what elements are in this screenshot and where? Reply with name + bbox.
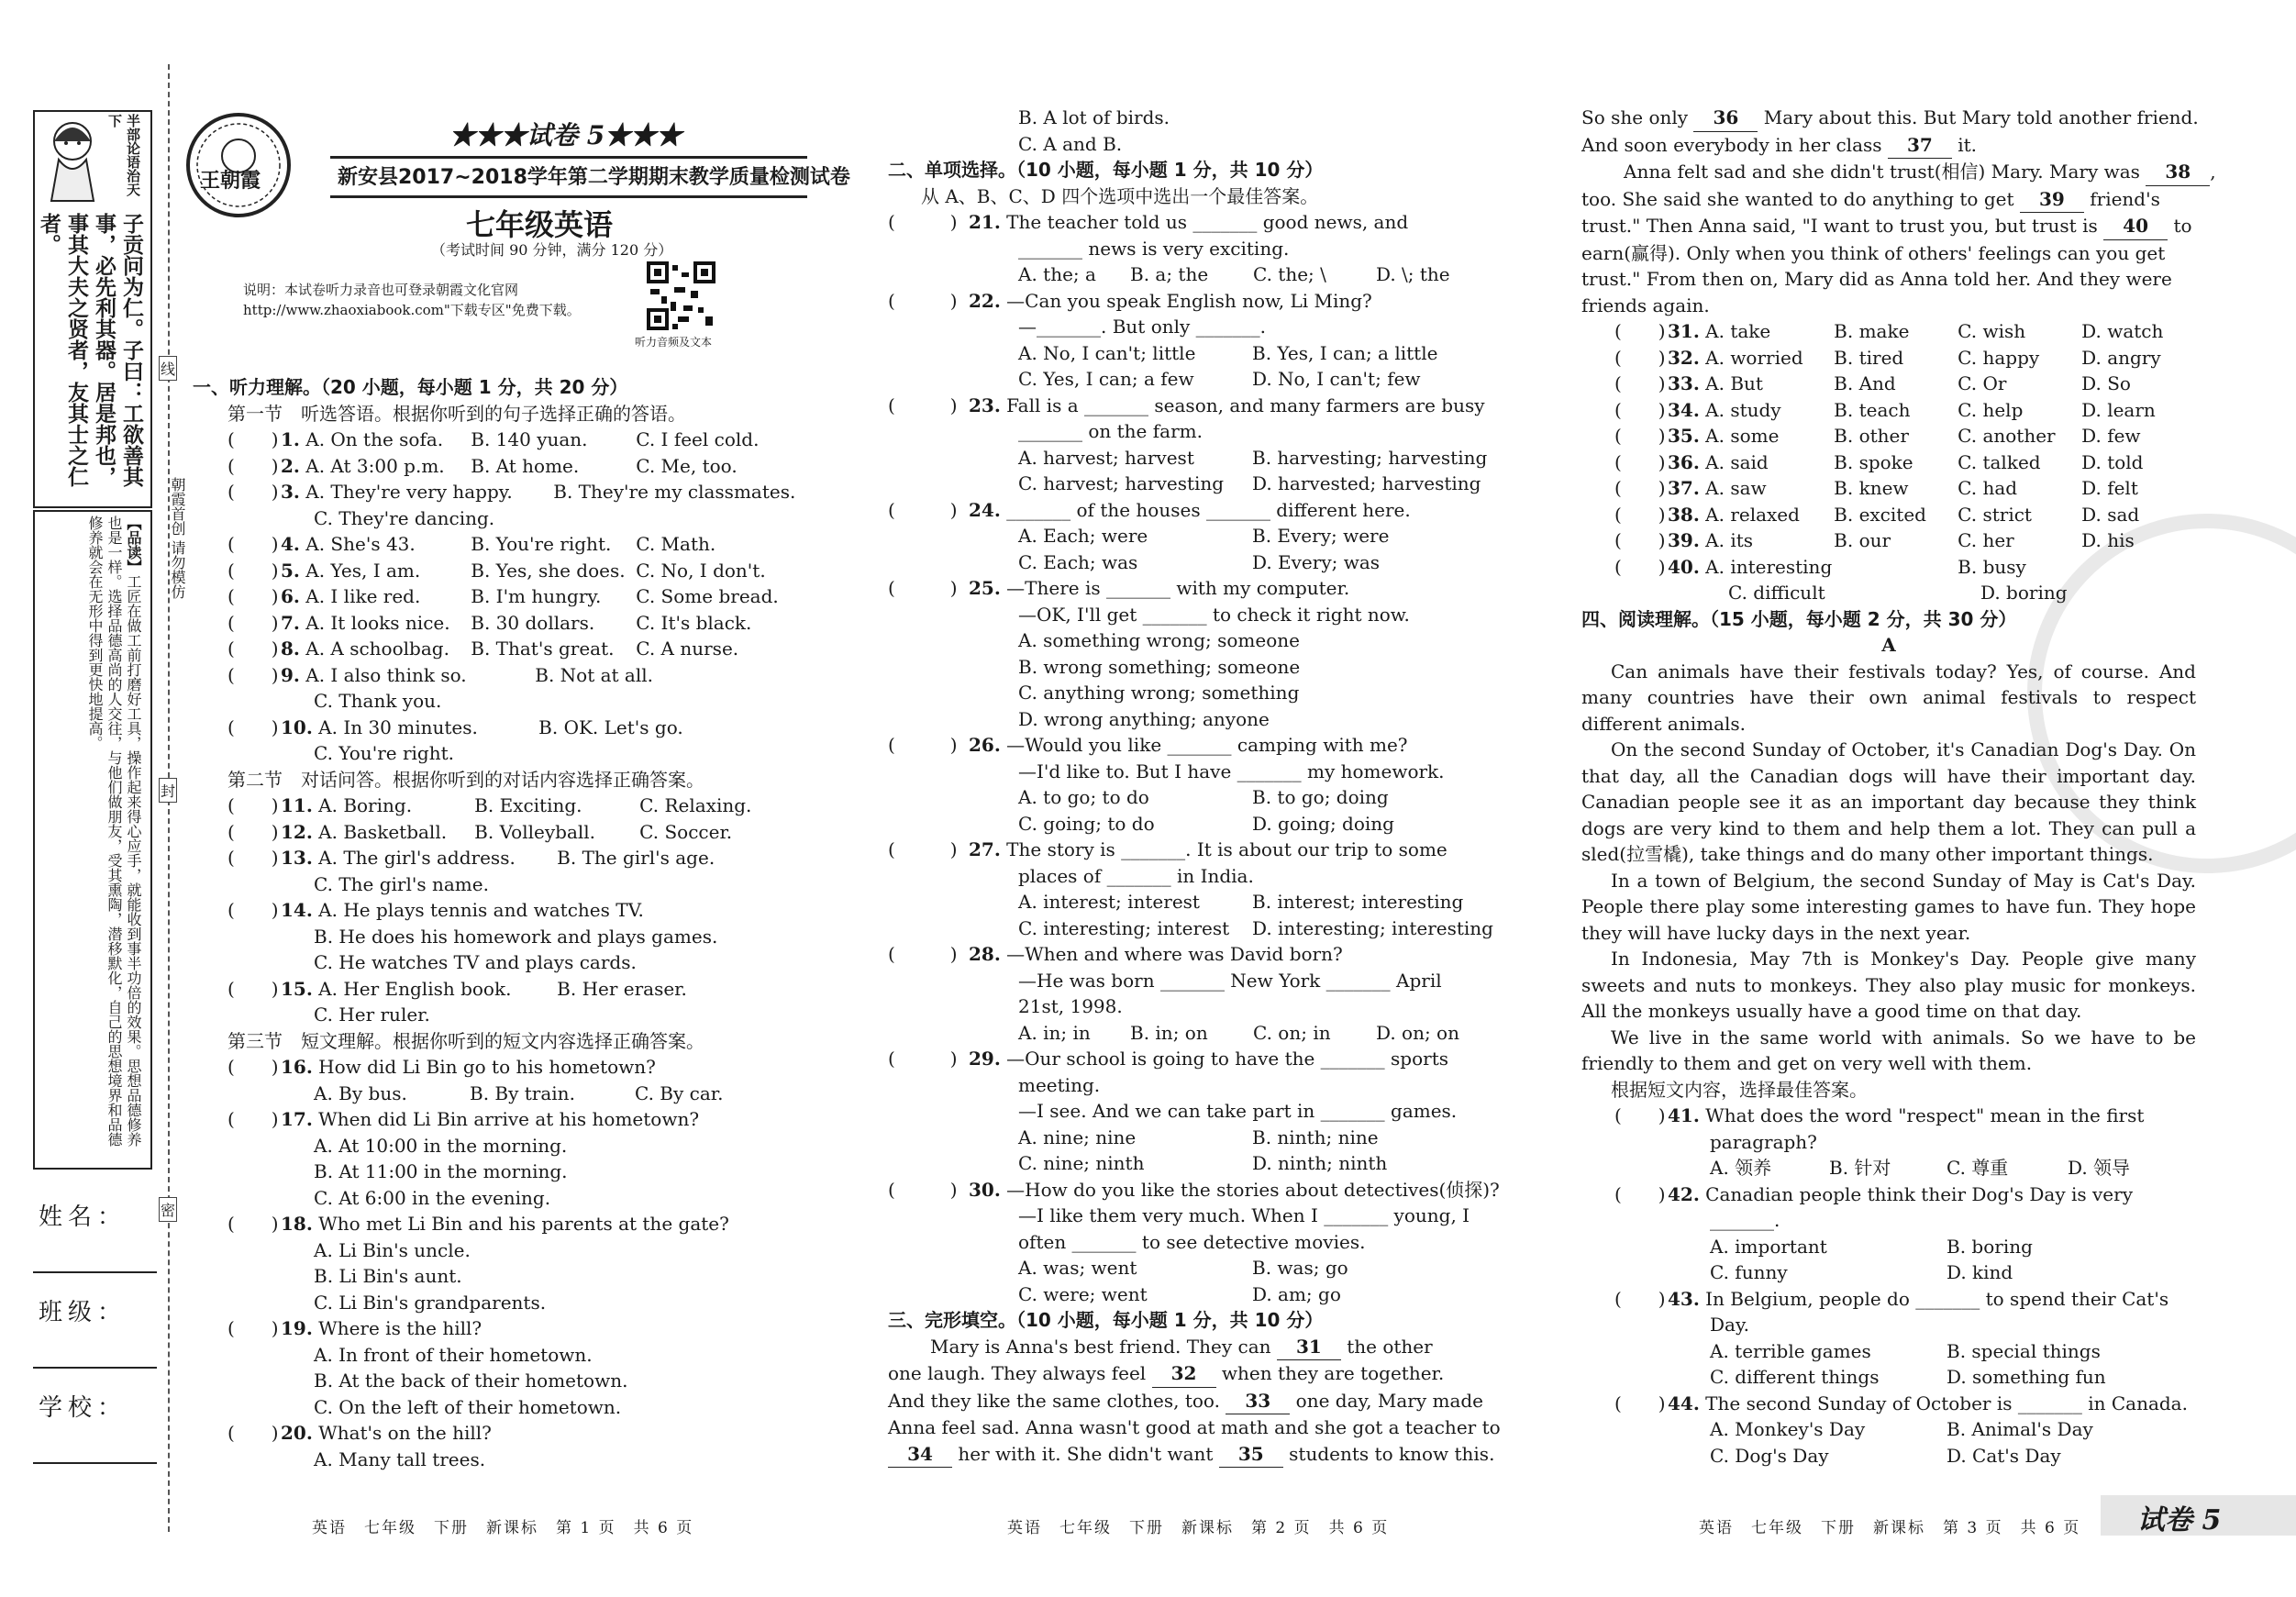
answer-bracket[interactable]: ( ) xyxy=(1614,372,1666,394)
question-42: ( ) 42. Canadian people think their Dog's Day is very xyxy=(1581,1181,2196,1208)
school-label: 学校： xyxy=(39,1394,128,1422)
answer-bracket[interactable]: ( ) xyxy=(227,1422,279,1444)
question-20-option-b: B. A lot of birds. xyxy=(1018,106,1170,128)
exam-number-title: ★★★试卷 5★★★ xyxy=(449,120,682,150)
answer-bracket[interactable]: ( ) xyxy=(888,498,958,521)
question-14-option-b: B. He does his homework and plays games. xyxy=(314,925,718,948)
answer-bracket[interactable]: ( ) xyxy=(888,577,958,599)
question-36: ( ) 36. A. said B. spoke C. talked D. told xyxy=(1581,449,2196,476)
cloze-blank-40[interactable]: 40 xyxy=(2103,213,2168,240)
answer-bracket[interactable]: ( ) xyxy=(227,1108,279,1130)
answer-bracket[interactable]: ( ) xyxy=(1614,346,1666,369)
school-title: 新安县2017~2018学年第二学期期末教学质量检测试卷 xyxy=(338,166,850,189)
seal-char-3: 密 xyxy=(159,1197,177,1222)
question-29-options-cd: C. nine; ninth D. ninth; ninth xyxy=(1018,1152,1388,1174)
question-12: ( ) 12. A. Basketball. B. Volleyball. C. Soccer. xyxy=(193,819,835,846)
answer-bracket[interactable]: ( ) xyxy=(888,943,958,965)
sidebar-reading xyxy=(40,516,143,1158)
question-9-option-c: C. Thank you. xyxy=(314,690,442,712)
page-1-column xyxy=(193,374,835,1472)
answer-bracket[interactable]: ( ) xyxy=(1614,529,1666,551)
question-9: ( ) 9. A. I also think so. B. Not at all. xyxy=(193,662,835,689)
question-27: ( ) 27. The story is _______. It is about our trip to some xyxy=(888,837,1508,863)
question-30-line3: often _______ to see detective movies. xyxy=(1018,1230,1366,1253)
answer-bracket[interactable]: ( ) xyxy=(888,211,958,233)
answer-bracket[interactable]: ( ) xyxy=(227,638,279,660)
question-43-options-ab: A. terrible games B. special things xyxy=(1710,1339,2101,1362)
question-31: ( ) 31. A. take B. make C. wish D. watch xyxy=(1581,318,2196,345)
part3-title: 三、完形填空。（10 小题，每小题 1 分，共 10 分） xyxy=(888,1309,1324,1331)
qr-code-icon xyxy=(647,261,715,330)
school-field-line[interactable] xyxy=(33,1462,157,1464)
answer-bracket[interactable]: ( ) xyxy=(227,977,279,1000)
answer-bracket[interactable]: ( ) xyxy=(227,559,279,582)
question-29-line3: —I see. And we can take part in _______ games. xyxy=(1018,1100,1458,1122)
cloze-line-1: Mary is Anna's best friend. They can 31 the other xyxy=(888,1334,1508,1361)
confucius-illustration xyxy=(40,114,105,205)
answer-bracket[interactable]: ( ) xyxy=(1614,1392,1666,1414)
cloze-line-9: too. She said she wanted to do anything to get 39 friend's xyxy=(1581,186,2196,214)
section2-instructions: 第二节 对话问答。根据你听到的对话内容选择正确答案。 xyxy=(227,768,704,791)
answer-bracket[interactable]: ( ) xyxy=(888,1178,958,1201)
question-17: ( ) 17. When did Li Bin arrive at his hometown? xyxy=(193,1106,835,1133)
question-2: ( ) 2. A. At 3:00 p.m. B. At home. C. Me, too. xyxy=(193,453,835,480)
question-15: ( ) 15. A. Her English book. B. Her eraser. xyxy=(193,976,835,1003)
cloze-line-11: earn(赢得). Only when you think of others' feelings can you get xyxy=(1581,241,2166,264)
question-22-options-cd: C. Yes, I can; a few D. No, I can't; few xyxy=(1018,368,1421,390)
passage-paragraph-5: We live in the same world with animals. So we have to be friendly to them and get on very well with them. xyxy=(1581,1026,2196,1074)
question-39: ( ) 39. A. its B. our C. her D. his xyxy=(1581,527,2196,554)
answer-bracket[interactable]: ( ) xyxy=(227,820,279,843)
page-2-column xyxy=(888,105,1508,1468)
question-42-options-ab: A. important B. boring xyxy=(1710,1235,2033,1258)
passage-paragraph-4: In Indonesia, May 7th is Monkey's Day. People give many sweets and nuts to monkeys. They also play music for monkeys. All the monkeys usually have a good time on that day. xyxy=(1581,948,2196,1022)
cloze-line-3: And they like the same clothes, too. 33 one day, Mary made xyxy=(888,1388,1508,1415)
question-19-option-b: B. At the back of their hometown. xyxy=(314,1370,628,1392)
cloze-line-8: Anna felt sad and she didn't trust(相信) Mary. Mary was 38 , xyxy=(1581,159,2196,186)
question-41-options: A. 领养 B. 针对 C. 尊重 D. 领导 xyxy=(1710,1157,2131,1179)
question-25-line2: —OK, I'll get _______ to check it right now. xyxy=(1018,603,1410,626)
question-43: ( ) 43. In Belgium, people do _______ to spend their Cat's xyxy=(1581,1286,2196,1313)
question-30-options-cd: C. were; went D. am; go xyxy=(1018,1282,1341,1305)
part1-title: 一、听力理解。（20 小题，每小题 1 分，共 20 分） xyxy=(193,376,628,398)
answer-bracket[interactable]: ( ) xyxy=(1614,320,1666,342)
cloze-line-13: friends again. xyxy=(1581,294,1710,316)
question-10-option-c: C. You're right. xyxy=(314,742,454,764)
answer-bracket[interactable]: ( ) xyxy=(227,663,279,686)
question-19-option-a: A. In front of their hometown. xyxy=(314,1343,593,1366)
question-3-option-c: C. They're dancing. xyxy=(314,506,495,529)
answer-bracket[interactable]: ( ) xyxy=(888,289,958,312)
page-1-footer: 英语 七年级 下册 新课标 第 1 页 共 6 页 xyxy=(312,1519,694,1537)
question-18-option-a: A. Li Bin's uncle. xyxy=(314,1238,471,1261)
answer-bracket[interactable]: ( ) xyxy=(1614,555,1666,578)
question-28-line2: —He was born _______ New York _______ April xyxy=(1018,969,1442,992)
answer-bracket[interactable]: ( ) xyxy=(1614,450,1666,473)
question-33: ( ) 33. A. But B. And C. Or D. So xyxy=(1581,371,2196,397)
question-25-option-b: B. wrong something; someone xyxy=(1018,655,1301,678)
question-35: ( ) 35. A. some B. other C. another D. few xyxy=(1581,423,2196,449)
answer-bracket[interactable]: ( ) xyxy=(227,1056,279,1078)
question-19: ( ) 19. Where is the hill? xyxy=(193,1315,835,1342)
question-21-options: A. the; a B. a; the C. the; \ D. \; the xyxy=(1018,263,1450,285)
cloze-blank-39[interactable]: 39 xyxy=(2020,186,2084,214)
question-22-options-ab: A. No, I can't; little B. Yes, I can; a little xyxy=(1018,341,1438,364)
cloze-line-12: trust." From then on, Mary did as Anna told her. And they were xyxy=(1581,268,2172,290)
question-23-options-cd: C. harvest; harvesting D. harvested; harvesting xyxy=(1018,472,1481,494)
cloze-blank-35[interactable]: 35 xyxy=(1219,1441,1283,1469)
logo-text: 王朝霞 xyxy=(200,169,261,193)
part2-title: 二、单项选择。（10 小题，每小题 1 分，共 10 分） xyxy=(888,159,1324,181)
answer-bracket[interactable]: ( ) xyxy=(1614,503,1666,526)
answer-bracket[interactable]: ( ) xyxy=(888,1048,958,1070)
cloze-line-5: 34 her with it. She didn't want 35 students to know this. xyxy=(888,1441,1508,1469)
question-26: ( ) 26. —Would you like _______ camping with me? xyxy=(888,732,1508,759)
answer-bracket[interactable]: ( ) xyxy=(888,394,958,416)
question-30: ( ) 30. —How do you like the stories about detectives(侦探)? xyxy=(888,1177,1508,1203)
answer-bracket[interactable]: ( ) xyxy=(1614,1104,1666,1126)
question-20-option-c: C. A and B. xyxy=(1018,132,1123,155)
answer-bracket[interactable]: ( ) xyxy=(1614,398,1666,421)
question-27-line2: places of _______ in India. xyxy=(1018,864,1254,887)
answer-bracket[interactable]: ( ) xyxy=(1614,1287,1666,1310)
answer-bracket[interactable]: ( ) xyxy=(227,1213,279,1235)
cloze-line-7: And soon everybody in her class 37 it. xyxy=(1581,132,2196,160)
answer-bracket[interactable]: ( ) xyxy=(227,1317,279,1339)
question-42-line2: _______. xyxy=(1710,1209,1780,1231)
question-40: ( ) 40. A. interesting B. busy xyxy=(1581,554,2196,581)
question-13: ( ) 13. A. The girl's address. B. The girl's age. xyxy=(193,845,835,871)
answer-bracket[interactable]: ( ) xyxy=(1614,425,1666,447)
question-43-line2: Day. xyxy=(1710,1314,1749,1336)
question-8: ( ) 8. A. A schoolbag. B. That's great. C. A nurse. xyxy=(193,636,835,662)
question-23: ( ) 23. Fall is a _______ season, and many farmers are busy xyxy=(888,393,1508,419)
answer-bracket[interactable]: ( ) xyxy=(227,715,279,738)
class-field-line[interactable] xyxy=(33,1367,157,1369)
question-10: ( ) 10. A. In 30 minutes. B. OK. Let's go. xyxy=(193,715,835,741)
cloze-blank-34[interactable]: 34 xyxy=(888,1441,952,1469)
seal-char-1: 线 xyxy=(159,356,177,381)
question-30-line2: —I like them very much. When I _______ young, I xyxy=(1018,1204,1470,1226)
question-21: ( ) 21. The teacher told us _______ good news, and xyxy=(888,209,1508,236)
question-32: ( ) 32. A. worried B. tired C. happy D. angry xyxy=(1581,345,2196,372)
question-28: ( ) 28. —When and where was David born? xyxy=(888,941,1508,968)
question-25-option-c: C. anything wrong; something xyxy=(1018,682,1300,704)
question-24-options-cd: C. Each; was D. Every; was xyxy=(1018,550,1381,573)
answer-bracket[interactable]: ( ) xyxy=(227,428,279,450)
part2-instructions: 从 A、B、C、D 四个选项中选出一个最佳答案。 xyxy=(921,184,1319,207)
question-28-line3: 21st, 1998. xyxy=(1018,995,1123,1017)
passage-paragraph-1: Can animals have their festivals today? Yes, of course. And many countries have their own animal festivals to respect different animals. xyxy=(1581,660,2196,735)
answer-bracket[interactable]: ( ) xyxy=(888,838,958,860)
question-7: ( ) 7. A. It looks nice. B. 30 dollars. C. It's black. xyxy=(193,610,835,637)
question-37: ( ) 37. A. saw B. knew C. had D. felt xyxy=(1581,475,2196,502)
question-40-options-cd: C. difficult D. boring xyxy=(1728,582,2068,604)
question-34: ( ) 34. A. study B. teach C. help D. learn xyxy=(1581,397,2196,424)
question-1: ( ) 1. A. On the sofa. B. 140 yuan. C. I feel cold. xyxy=(193,427,835,453)
exam-note: 说明：本试卷听力录音也可登录朝霞文化官网 http://www.zhaoxiabook.com"下载专区"免费下载。 xyxy=(243,282,581,318)
question-15-option-c: C. Her ruler. xyxy=(314,1004,430,1026)
qr-caption: 听力音频及文本 xyxy=(635,336,713,349)
question-23-options-ab: A. harvest; harvest B. harvesting; harvesting xyxy=(1018,446,1488,469)
question-26-options-cd: C. going; to do D. going; doing xyxy=(1018,812,1394,835)
section1-instructions: 第一节 听选答语。根据你听到的句子选择正确的答语。 xyxy=(227,402,686,425)
question-26-line2: —I'd like to. But I have _______ my homework. xyxy=(1018,760,1445,782)
question-41-line2: paragraph? xyxy=(1710,1130,1817,1153)
sidebar-reading-title: 【品读】 xyxy=(125,516,142,574)
passage-paragraph-2: On the second Sunday of October, it's Canadian Dog's Day. On that day, all the Canadian dogs will have their important day. Canadian people see it as an important day because they think dogs are very kind to them and help them a lot. They can pull a sled(拉雪橇), take things and do many other important things. xyxy=(1581,738,2196,865)
question-18: ( ) 18. Who met Li Bin and his parents at the gate? xyxy=(193,1211,835,1237)
answer-bracket[interactable]: ( ) xyxy=(888,734,958,756)
passage-label: A xyxy=(1881,634,1896,656)
answer-bracket[interactable]: ( ) xyxy=(227,481,279,503)
question-25: ( ) 25. —There is _______ with my computer. xyxy=(888,575,1508,602)
question-24: ( ) 24. _______ of the houses _______ different here. xyxy=(888,497,1508,524)
question-29-line2: meeting. xyxy=(1018,1073,1101,1096)
question-18-option-c: C. Li Bin's grandparents. xyxy=(314,1291,547,1314)
sidebar-reading-text: 工匠在做工前打磨好工具，操作起来得心应手，就能收到事半功倍的效果。思想品德修养也是一样。选择品德高尚的人交往，与他们做朋友，受其熏陶，潜移默化，自己的思想境界和品德修养就会在无形中得到更快地提高。 xyxy=(86,516,142,1147)
name-field-line[interactable] xyxy=(33,1271,157,1273)
cloze-line-2: one laugh. They always feel 32 when they are together. xyxy=(888,1360,1508,1388)
question-25-option-d: D. wrong anything; anyone xyxy=(1018,707,1270,730)
question-11: ( ) 11. A. Boring. B. Exciting. C. Relaxing. xyxy=(193,793,835,819)
answer-bracket[interactable]: ( ) xyxy=(227,533,279,555)
section3-instructions: 第三节 短文理解。根据你听到的短文内容选择正确答案。 xyxy=(227,1029,704,1052)
question-13-option-c: C. The girl's name. xyxy=(314,872,489,895)
answer-bracket[interactable]: ( ) xyxy=(227,899,279,921)
question-17-option-c: C. At 6:00 in the evening. xyxy=(314,1186,551,1209)
question-25-option-a: A. something wrong; someone xyxy=(1018,629,1300,651)
question-20: ( ) 20. What's on the hill? xyxy=(193,1420,835,1447)
question-19-option-c: C. On the left of their hometown. xyxy=(314,1395,622,1418)
question-20-option-a: A. Many tall trees. xyxy=(314,1447,486,1470)
question-44-options-cd: C. Dog's Day D. Cat's Day xyxy=(1710,1444,2061,1467)
question-21-line2: _______ news is very exciting. xyxy=(1018,237,1290,260)
exam-info: （考试时间 90 分钟，满分 120 分） xyxy=(431,241,673,259)
sidebar-portrait xyxy=(40,114,105,205)
sidebar-quote: 子贡问为仁。子曰：工欲善其事，必先利其器。居是邦也，事其大夫之贤者，友其士之仁者。 xyxy=(37,213,144,487)
question-26-options-ab: A. to go; to do B. to go; doing xyxy=(1018,786,1389,808)
question-14: ( ) 14. A. He plays tennis and watches TV. xyxy=(193,897,835,924)
answer-bracket[interactable]: ( ) xyxy=(227,847,279,869)
question-17-option-a: A. At 10:00 in the morning. xyxy=(314,1134,568,1157)
question-22: ( ) 22. —Can you speak English now, Li Ming? xyxy=(888,288,1508,315)
question-29-options-ab: A. nine; nine B. ninth; nine xyxy=(1018,1126,1379,1148)
question-44-options-ab: A. Monkey's Day B. Animal's Day xyxy=(1710,1418,2093,1440)
question-18-option-b: B. Li Bin's aunt. xyxy=(314,1265,462,1287)
page-3-column xyxy=(1581,105,2216,1469)
subject-title: 七年级英语 xyxy=(466,207,614,242)
question-38: ( ) 38. A. relaxed B. excited C. strict D. sad xyxy=(1581,502,2196,528)
question-30-options-ab: A. was; went B. was; go xyxy=(1018,1257,1348,1279)
answer-bracket[interactable]: ( ) xyxy=(227,585,279,607)
question-44: ( ) 44. The second Sunday of October is _______ in Canada. xyxy=(1581,1391,2196,1417)
name-label: 姓名： xyxy=(39,1203,128,1231)
class-label: 班级： xyxy=(39,1299,128,1326)
question-27-options-ab: A. interest; interest B. interest; interesting xyxy=(1018,891,1464,913)
answer-bracket[interactable]: ( ) xyxy=(227,794,279,816)
question-41: ( ) 41. What does the word "respect" mean in the first xyxy=(1581,1103,2196,1129)
question-24-options-ab: A. Each; were B. Every; were xyxy=(1018,525,1390,547)
question-4: ( ) 4. A. She's 43. B. You're right. C. Math. xyxy=(193,531,835,558)
passage-paragraph-3: In a town of Belgium, the second Sunday of May is Cat's Day. People there play some interesting games to have fun. They hope they will have lucky days in the next year. xyxy=(1581,869,2196,944)
question-17-option-b: B. At 11:00 in the morning. xyxy=(314,1160,568,1182)
page-3-footer: 英语 七年级 下册 新课标 第 3 页 共 6 页 xyxy=(1699,1519,2081,1537)
question-6: ( ) 6. A. I like red. B. I'm hungry. C. Some bread. xyxy=(193,583,835,610)
copyright-note: 朝霞首创 请勿模仿 xyxy=(169,477,186,600)
cloze-blank-31[interactable]: 31 xyxy=(1277,1334,1341,1361)
question-29: ( ) 29. —Our school is going to have the _______ sports xyxy=(888,1046,1508,1072)
sidebar-motto-top: 半部论语治天下 xyxy=(106,114,141,196)
footer-badge: 试卷 5 xyxy=(2137,1504,2222,1536)
qr-code[interactable] xyxy=(647,261,715,330)
question-43-options-cd: C. different things D. something fun xyxy=(1710,1366,2106,1388)
question-5: ( ) 5. A. Yes, I am. B. Yes, she does. C. No, I don't. xyxy=(193,558,835,584)
cloze-line-6: So she only 36 Mary about this. But Mary told another friend. xyxy=(1581,105,2196,132)
part4-title: 四、阅读理解。（15 小题，每小题 2 分，共 30 分） xyxy=(1581,607,2017,630)
question-16-options: A. By bus. B. By train. C. By car. xyxy=(314,1081,724,1104)
answer-bracket[interactable]: ( ) xyxy=(227,611,279,634)
question-42-options-cd: C. funny D. kind xyxy=(1710,1261,2013,1283)
question-22-line2: —_______. But only _______. xyxy=(1018,316,1267,338)
cloze-line-10: trust." Then Anna said, "I want to trust you, but trust is 40 to xyxy=(1581,213,2196,240)
reading-instructions: 根据短文内容，选择最佳答案。 xyxy=(1611,1078,1868,1101)
question-3: ( ) 3. A. They're very happy. B. They're my classmates. xyxy=(193,479,835,505)
answer-bracket[interactable]: ( ) xyxy=(1614,477,1666,499)
page-2-footer: 英语 七年级 下册 新课标 第 2 页 共 6 页 xyxy=(1007,1519,1390,1537)
cloze-blank-37[interactable]: 37 xyxy=(1888,132,1952,160)
answer-bracket[interactable]: ( ) xyxy=(227,454,279,477)
question-28-options: A. in; in B. in; on C. on; in D. on; on xyxy=(1018,1021,1459,1044)
cloze-blank-32[interactable]: 32 xyxy=(1152,1360,1216,1388)
cloze-line-4: Anna feel sad. Anna wasn't good at math and she got a teacher to xyxy=(888,1416,1501,1438)
cloze-blank-33[interactable]: 33 xyxy=(1226,1388,1290,1415)
question-16: ( ) 16. How did Li Bin go to his hometown? xyxy=(193,1054,835,1081)
answer-bracket[interactable]: ( ) xyxy=(1614,1182,1666,1205)
question-23-line2: _______ on the farm. xyxy=(1018,420,1203,442)
seal-char-2: 封 xyxy=(159,778,177,803)
cloze-blank-38[interactable]: 38 xyxy=(2146,159,2210,186)
question-14-option-c: C. He watches TV and plays cards. xyxy=(314,951,637,973)
cloze-blank-36[interactable]: 36 xyxy=(1693,105,1758,132)
question-27-options-cd: C. interesting; interest D. interesting; interesting xyxy=(1018,916,1493,939)
